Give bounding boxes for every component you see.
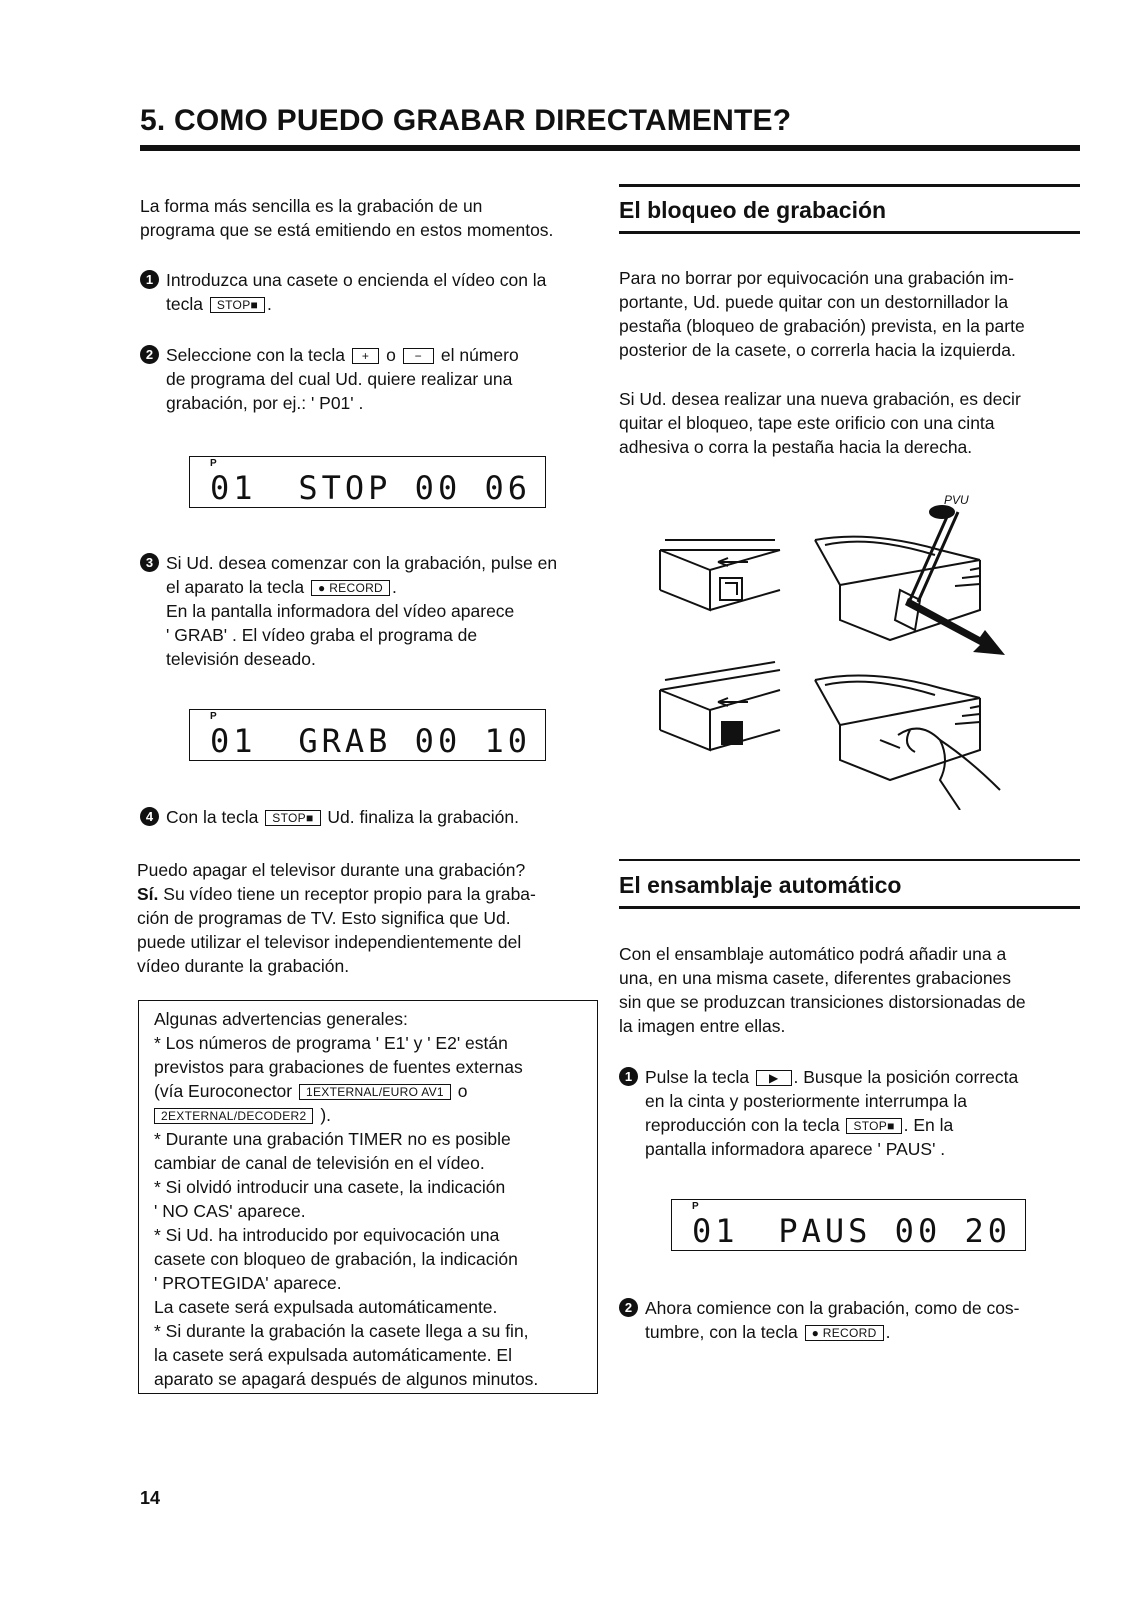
display-status: GRAB 00 10 (298, 722, 531, 760)
external-key-1: 1EXTERNAL/EURO AV1 (299, 1084, 451, 1100)
step-2: 2 Seleccione con la tecla + o − el número de programa del cual Ud. quiere realizar una grabación, por ej.: ' P01' . (140, 343, 610, 415)
assembly-step-1: 1 Pulse la tecla ▶ . Busque la posición correcta en la cinta y posteriormente interrumpa la reproducción con la tecla STOP■ . En la pantalla informadora aparece ' PAUS' . (619, 1065, 1089, 1161)
display-program: 01 (692, 1212, 739, 1250)
page-number: 14 (140, 1488, 161, 1508)
step-3: 3 Si Ud. desea comenzar con la grabación, pulse en el aparato la tecla ● RECORD . En la pantalla informadora del vídeo aparece ' GRAB' . El vídeo graba el programa de televisión deseado. (140, 551, 610, 671)
section-rule-top (619, 859, 1080, 861)
step-number: 4 (140, 807, 159, 826)
step-4: 4 Con la tecla STOP■ Ud. finaliza la grabación. (140, 805, 610, 829)
play-key: ▶ (756, 1070, 792, 1086)
notes-heading: Algunas advertencias generales: (154, 1009, 408, 1029)
title-rule (140, 145, 1080, 151)
step-number: 2 (619, 1298, 638, 1317)
stop-key: STOP■ (210, 297, 265, 313)
display-status: PAUS 00 20 (778, 1212, 1011, 1250)
step-number: 2 (140, 345, 159, 364)
minus-key: − (403, 348, 434, 364)
faq-paragraph: Puedo apagar el televisor durante una grabación? Sí. Su vídeo tiene un receptor propio para la graba- ción de programas de TV. Esto significa que Ud. puede utilizar el televisor independientemente del vídeo durante la grabación. (137, 860, 536, 976)
svg-text:PVU: PVU (944, 493, 969, 507)
assembly-step-2: 2 Ahora comience con la grabación, como de cos- tumbre, con la tecla ● RECORD . (619, 1296, 1089, 1344)
plus-key: + (352, 348, 379, 364)
record-key: ● RECORD (805, 1325, 884, 1341)
vcr-display-paus: P 01 PAUS 00 20 (671, 1199, 1026, 1251)
section-rule-bottom (619, 906, 1080, 909)
display-program: 01 (210, 722, 257, 760)
step-number: 1 (140, 270, 159, 289)
step-number: 3 (140, 553, 159, 572)
stop-key: STOP■ (265, 810, 320, 826)
vcr-display-grab: P 01 GRAB 00 10 (189, 709, 546, 761)
section-rule-bottom (619, 231, 1080, 234)
cassette-lock-illustration (640, 490, 1030, 810)
step-number: 1 (619, 1067, 638, 1086)
intro-text: La forma más sencilla es la grabación de un programa que se está emitiendo en estos momentos. (140, 196, 554, 240)
stop-key: STOP■ (846, 1118, 901, 1134)
display-program: 01 (210, 469, 257, 507)
vcr-display-stop: P 01 STOP 00 06 (189, 456, 546, 508)
external-key-2: 2EXTERNAL/DECODER2 (154, 1108, 313, 1124)
page-title: 5. COMO PUEDO GRABAR DIRECTAMENTE? (140, 104, 792, 137)
display-status: STOP 00 06 (298, 469, 531, 507)
record-key: ● RECORD (311, 580, 390, 596)
lock-paragraph-1: Para no borrar por equivocación una grabación im- portante, Ud. puede quitar con un destornillador la pestaña (bloqueo de grabación) prevista, en la parte posterior de la casete, o correrla hacia la izquierda. (619, 268, 1025, 360)
notes-box: Algunas advertencias generales: * Los números de programa ' E1' y ' E2' están previstos para grabaciones de fuentes externas (vía Euroconector 1EXTERNAL/EURO AV1 o 2EXTERNAL/DECODER2 ). * Durante una grabación TIMER no es posible cambiar de canal de televisión en el vídeo. * Si olvidó introducir una casete, la indicación ' NO CAS' aparece. * Si Ud. ha introducido por equivocación una casete con bloqueo de grabación, la indicación ' PROTEGIDA' aparece. La casete será expulsada automáticamente. * Si durante la grabación la casete llega a su fin, la casete será expulsada automáticamente. El aparato se apagará después de algunos minutos. (138, 1000, 598, 1394)
lock-paragraph-2: Si Ud. desea realizar una nueva grabación, es decir quitar el bloqueo, tape este orificio con una cinta adhesiva o corra la pestaña hacia la derecha. (619, 389, 1021, 457)
assembly-paragraph: Con el ensamblaje automático podrá añadir una a una, en una misma casete, diferentes grabaciones sin que se produzcan transiciones distorsionadas de la imagen entre ellas. (619, 944, 1026, 1036)
section-heading-lock: El bloqueo de grabación (619, 197, 887, 223)
section-rule-top (619, 184, 1080, 187)
section-heading-assembly: El ensamblaje automático (619, 872, 902, 898)
step-1: 1 Introduzca una casete o encienda el vídeo con la tecla STOP■ . (140, 268, 610, 316)
